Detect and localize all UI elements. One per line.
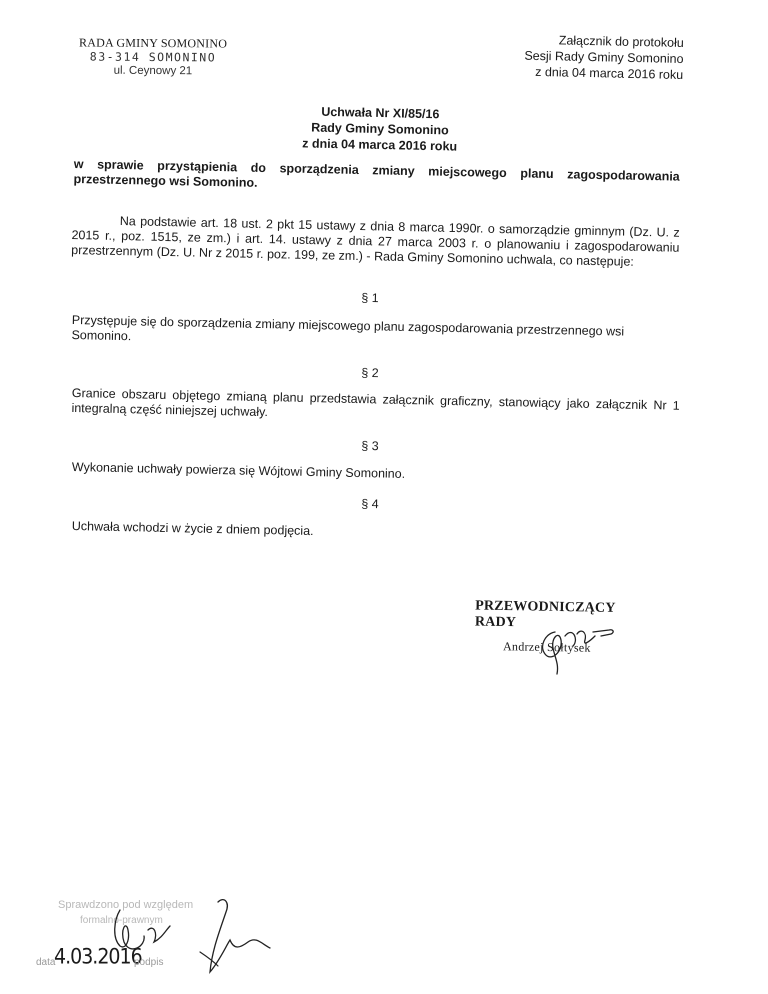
section-4-mark: § 4	[361, 496, 379, 512]
section-2-mark: § 2	[361, 365, 379, 381]
section-1-mark: § 1	[361, 290, 379, 306]
resolution-body: Rady Gminy Somonino	[311, 120, 449, 138]
preamble-paragraph: Na podstawie art. 18 ust. 2 pkt 15 ustawy z dnia 8 marca 1990r. o samorządzie gminnym (Dz. U. z 2015 r., poz. 1515, ze zm.) i art. 14. ustawy z dnia 27 marca 2003 r. o planowaniu i zagospodarowaniu przestrzennym (Dz. U. Nr z 2015 r. poz. 199, ze zm.) - Rada Gminy Somonino uchwala, co następuje:	[71, 214, 680, 269]
section-2-text: Granice obszaru objętego zmianą planu przedstawia załącznik graficzny, stanowiący jako załącznik Nr 1 integralną część niniejszej uchwały.	[71, 386, 680, 420]
section-1-text: Przystępuje się do sporządzenia zmiany miejscowego planu zagospodarowania przestrzennego wsi Somonino.	[71, 313, 625, 344]
section-3-text: Wykonanie uchwały powierza się Wójtowi Gminy Somonino.	[71, 460, 406, 481]
section-3-mark: § 3	[361, 438, 379, 454]
resolution-title	[250, 102, 511, 155]
resolution-number: Uchwała Nr XI/85/16	[321, 104, 440, 122]
chairman-signature	[515, 612, 625, 682]
chairman-title: PRZEWODNICZĄCY RADY	[474, 598, 616, 631]
verification-line-2: formalno-prawnym	[80, 915, 163, 926]
attachment-note	[499, 31, 684, 83]
resolution-date: z dnia 04 marca 2016 roku	[302, 136, 458, 154]
council-stamp	[78, 35, 228, 78]
resolution-subject: w sprawie przystąpienia do sporządzenia zmiany miejscowego planu zagospodarowania przestrzennego wsi Somonino.	[73, 157, 680, 190]
attachment-line-3: z dnia 04 marca 2016 roku	[535, 64, 684, 82]
attachment-line-1: Załącznik do protokołu	[558, 33, 684, 50]
verification-signatures	[100, 890, 280, 990]
signature-label: podpis	[134, 957, 164, 968]
stamp-line-1: RADA GMINY SOMONINO	[79, 35, 228, 51]
stamp-line-2: 83-314 SOMONINO	[89, 49, 217, 65]
verification-line-1: Sprawdzono pod względem	[58, 899, 194, 911]
section-4-text: Uchwała wchodzi w życie z dniem podjęcia.	[71, 519, 314, 539]
date-label: data	[36, 957, 56, 968]
stamp-line-3: ul. Ceynowy 21	[113, 64, 193, 78]
attachment-line-2: Sesji Rady Gminy Somonino	[524, 48, 684, 66]
handwritten-date: 4.03.2016	[54, 944, 142, 970]
chairman-name: Andrzej Sołtysek	[502, 639, 591, 655]
